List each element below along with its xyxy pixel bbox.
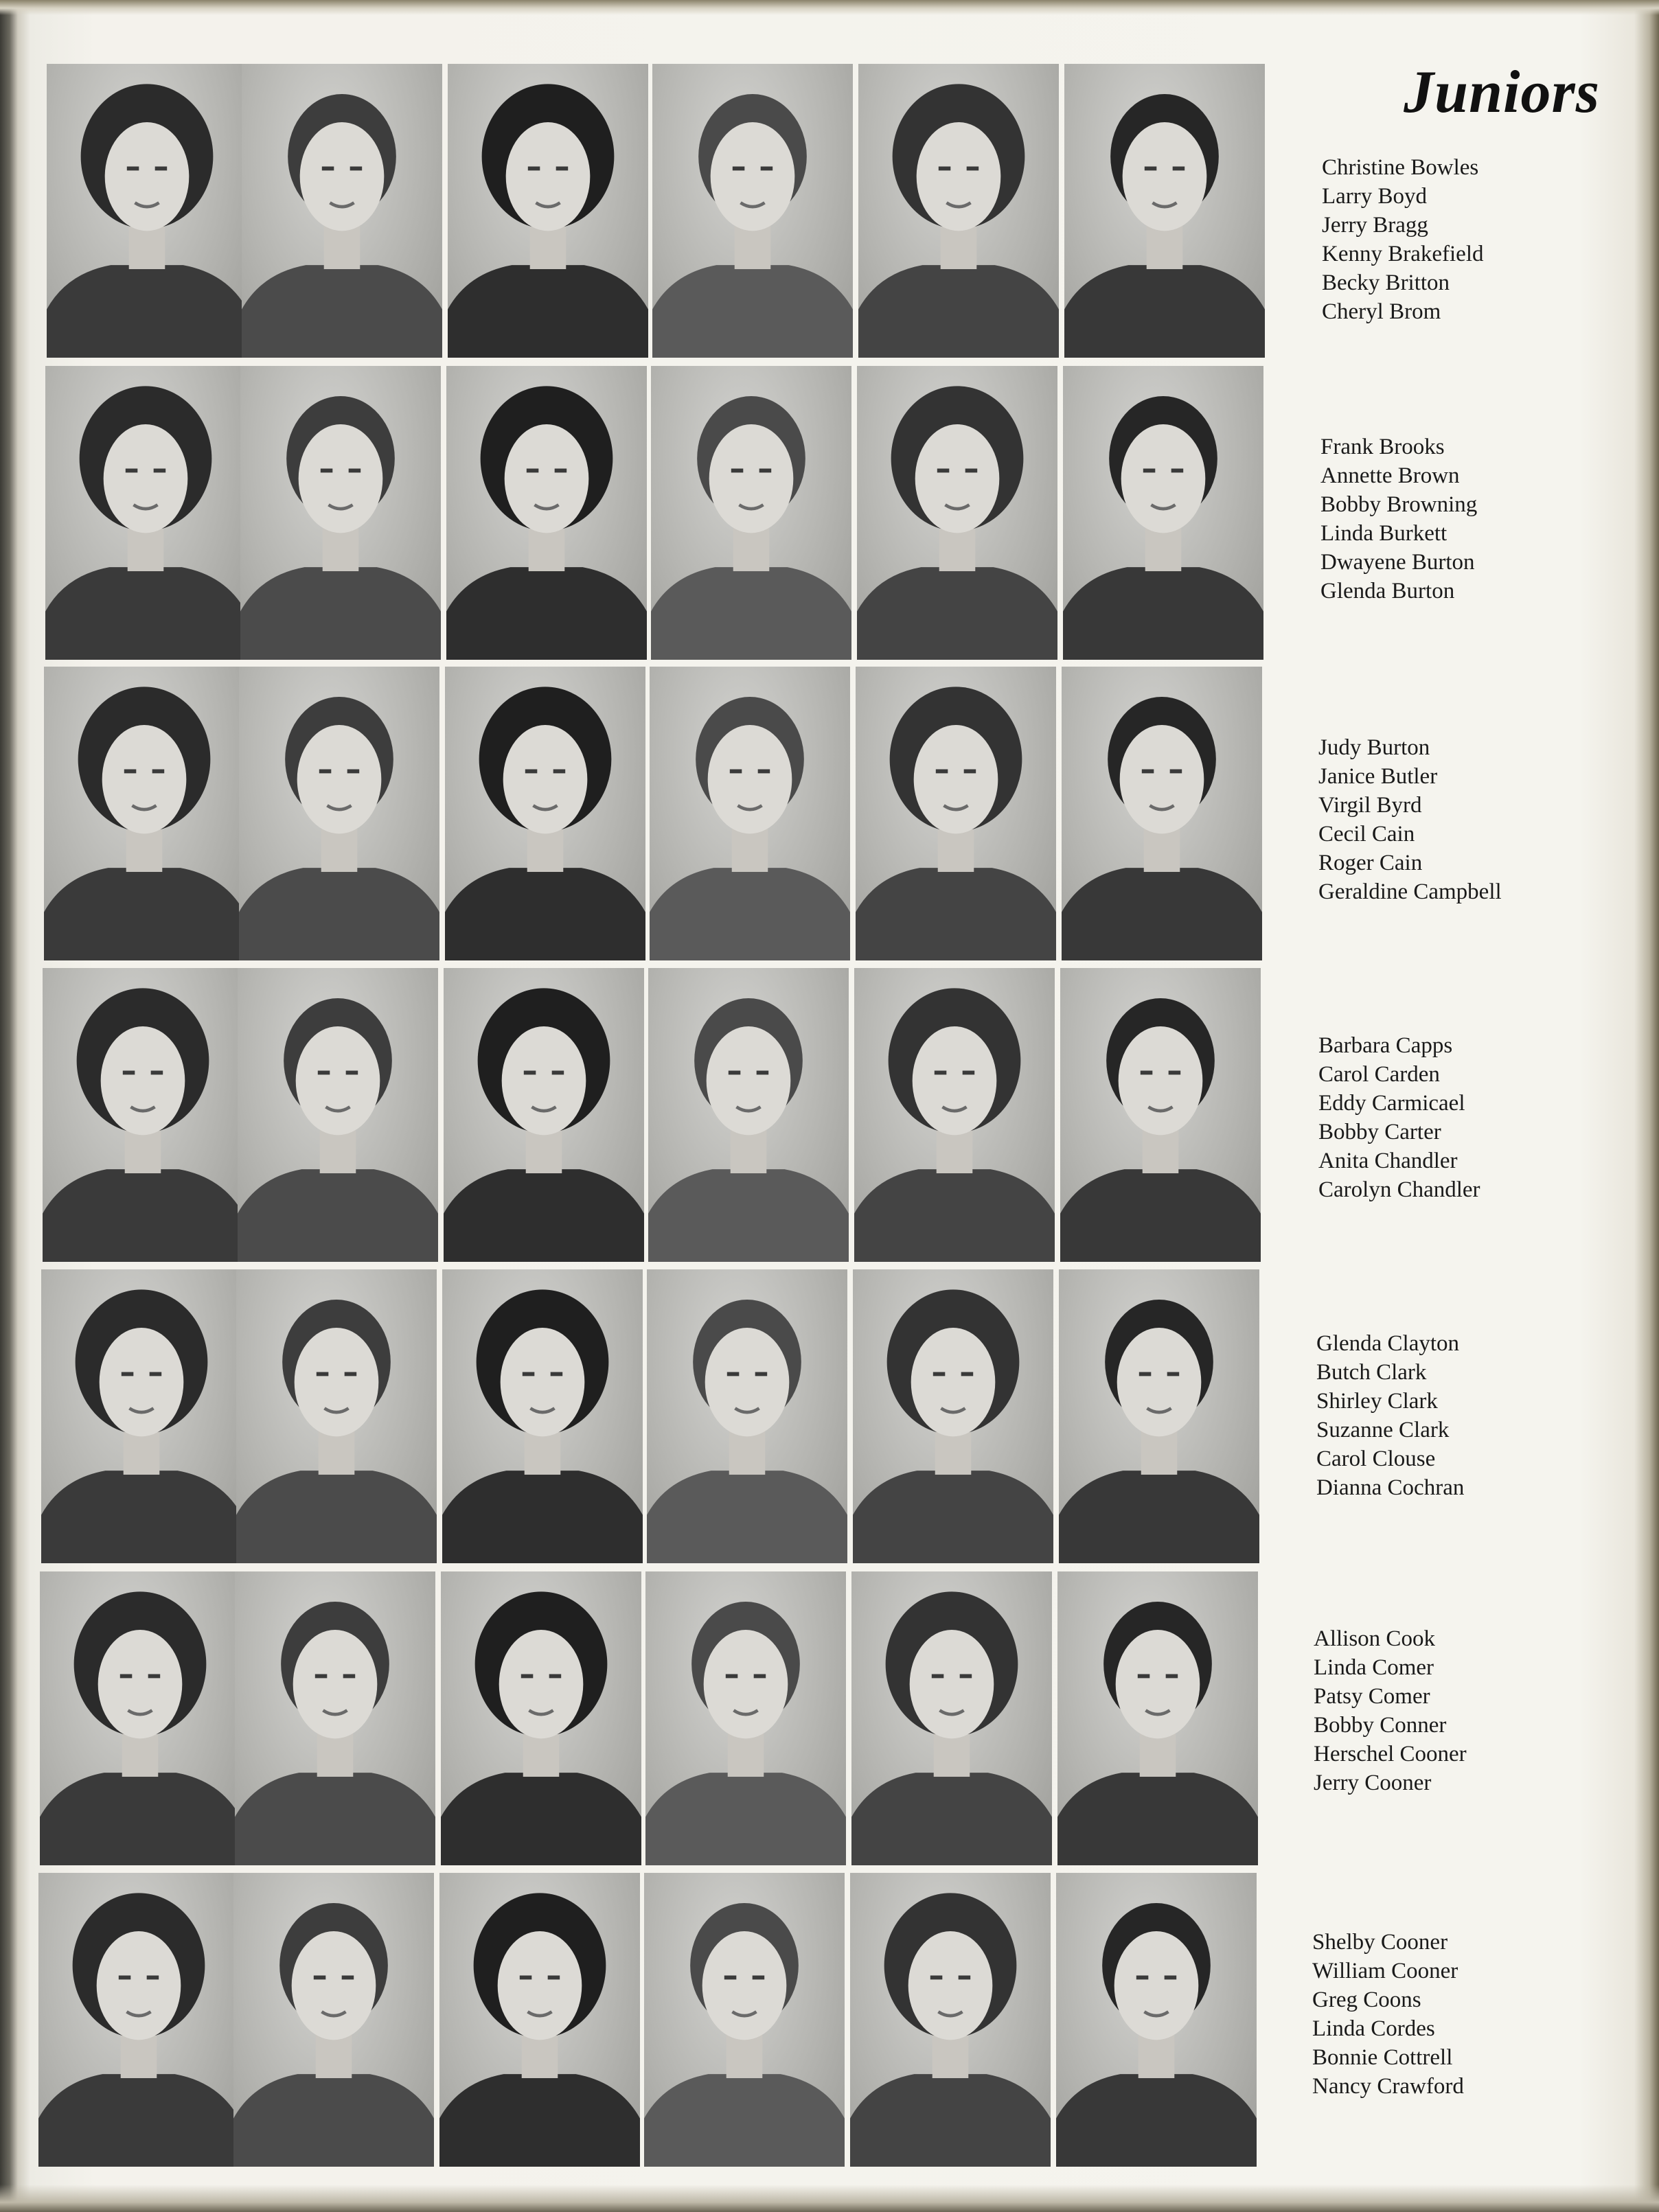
student-name: Glenda Clayton: [1316, 1331, 1460, 1356]
student-name: Geraldine Campbell: [1318, 879, 1502, 904]
student-portrait: [41, 1269, 242, 1563]
student-portrait: [1056, 1873, 1257, 2167]
student-portrait: [40, 1571, 240, 1865]
student-name: Dianna Cochran: [1316, 1475, 1465, 1500]
student-portrait: [240, 366, 441, 660]
student-name: Bobby Conner: [1314, 1713, 1447, 1738]
name-list-row-7: [1312, 1928, 1464, 2101]
student-portrait: [239, 667, 439, 960]
student-name: Glenda Burton: [1320, 579, 1455, 603]
student-name: Butch Clark: [1316, 1360, 1427, 1385]
student-name: Judy Burton: [1318, 735, 1430, 760]
student-portrait: [1064, 64, 1265, 358]
student-name: Kenny Brakefield: [1322, 242, 1484, 266]
student-portrait: [856, 667, 1056, 960]
student-portrait: [38, 1873, 239, 2167]
student-portrait: [854, 968, 1055, 1262]
student-portrait: [446, 366, 647, 660]
student-name: Greg Coons: [1312, 1988, 1421, 2012]
student-name: Nancy Crawford: [1312, 2074, 1464, 2099]
student-name: Becky Britton: [1322, 270, 1450, 295]
student-portrait: [43, 968, 243, 1262]
student-portrait: [445, 667, 645, 960]
student-portrait: [242, 64, 442, 358]
student-portrait: [236, 1269, 437, 1563]
page-title: Juniors: [1404, 59, 1600, 126]
student-name: Cheryl Brom: [1322, 299, 1441, 324]
student-portrait: [650, 667, 850, 960]
student-portrait: [47, 64, 247, 358]
name-list-row-2: [1320, 433, 1477, 606]
student-name: Jerry Cooner: [1314, 1771, 1432, 1795]
student-portrait: [1060, 968, 1261, 1262]
name-list-row-5: [1316, 1329, 1464, 1502]
student-portrait: [235, 1571, 435, 1865]
student-portrait: [652, 64, 853, 358]
student-portrait: [651, 366, 851, 660]
student-portrait: [850, 1873, 1051, 2167]
student-portrait: [233, 1873, 434, 2167]
student-name: Annette Brown: [1320, 463, 1460, 488]
student-name: William Cooner: [1312, 1959, 1458, 1983]
student-portrait: [858, 64, 1059, 358]
student-name: Eddy Carmicael: [1318, 1091, 1465, 1116]
student-name: Dwayene Burton: [1320, 550, 1475, 575]
student-name: Virgil Byrd: [1318, 793, 1422, 818]
name-list-row-6: [1314, 1624, 1467, 1797]
student-portrait: [648, 968, 849, 1262]
student-portrait: [851, 1571, 1052, 1865]
name-list-row-3: [1318, 733, 1502, 906]
student-portrait: [442, 1269, 643, 1563]
student-name: Barbara Capps: [1318, 1033, 1453, 1058]
student-name: Christine Bowles: [1322, 155, 1479, 180]
student-name: Shirley Clark: [1316, 1389, 1438, 1414]
student-portrait: [647, 1269, 847, 1563]
student-portrait: [1063, 366, 1263, 660]
student-name: Anita Chandler: [1318, 1149, 1458, 1173]
student-name: Linda Cordes: [1312, 2016, 1435, 2041]
student-name: Bobby Browning: [1320, 492, 1478, 517]
student-name: Roger Cain: [1318, 851, 1423, 875]
student-portrait: [444, 968, 644, 1262]
student-name: Linda Comer: [1314, 1655, 1434, 1680]
student-name: Cecil Cain: [1318, 822, 1415, 846]
student-portrait: [238, 968, 438, 1262]
student-name: Shelby Cooner: [1312, 1930, 1448, 1955]
student-portrait: [1059, 1269, 1259, 1563]
student-name: Bobby Carter: [1318, 1120, 1441, 1144]
student-portrait: [857, 366, 1057, 660]
student-name: Suzanne Clark: [1316, 1418, 1450, 1442]
student-portrait: [441, 1571, 641, 1865]
student-portrait: [645, 1571, 846, 1865]
student-name: Frank Brooks: [1320, 435, 1445, 459]
student-name: Carolyn Chandler: [1318, 1177, 1480, 1202]
student-name: Bonnie Cottrell: [1312, 2045, 1453, 2070]
student-name: Allison Cook: [1314, 1626, 1435, 1651]
student-name: Janice Butler: [1318, 764, 1438, 789]
student-name: Carol Clouse: [1316, 1447, 1436, 1471]
student-portrait: [44, 667, 244, 960]
name-list-row-4: [1318, 1031, 1480, 1204]
student-name: Patsy Comer: [1314, 1684, 1430, 1709]
student-portrait: [448, 64, 648, 358]
student-portrait: [439, 1873, 640, 2167]
student-name: Linda Burkett: [1320, 521, 1448, 546]
student-name: Herschel Cooner: [1314, 1742, 1467, 1766]
student-portrait: [1062, 667, 1262, 960]
student-portrait: [45, 366, 246, 660]
student-portrait: [1057, 1571, 1258, 1865]
student-name: Jerry Bragg: [1322, 213, 1428, 238]
student-portrait: [644, 1873, 845, 2167]
name-list-row-1: [1322, 153, 1484, 326]
student-name: Larry Boyd: [1322, 184, 1428, 209]
student-portrait: [853, 1269, 1053, 1563]
student-name: Carol Carden: [1318, 1062, 1440, 1087]
